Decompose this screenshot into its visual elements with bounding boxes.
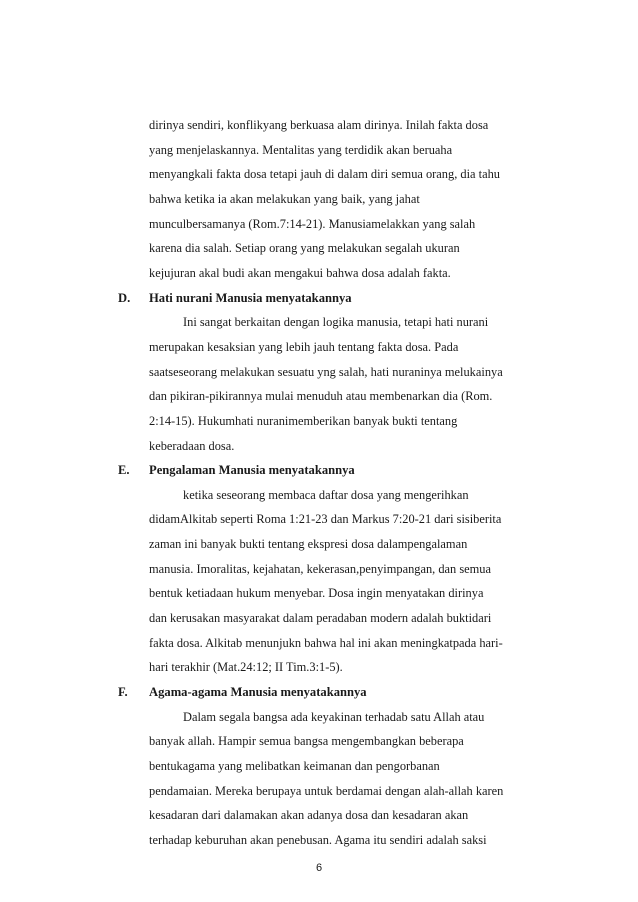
section-letter-d: D.	[118, 291, 131, 305]
intro-line-7: kejujuran akal budi akan mengakui bahwa dosa adalah fakta.	[149, 266, 451, 280]
section-d-line-5: 2:14-15). Hukumhati nuranimemberikan banyak bukti tentang	[149, 414, 458, 428]
section-f-line-5: kesadaran dari dalamakan akan adanya dosa dan kesadaran akan	[149, 808, 469, 822]
section-d-line-2: merupakan kesaksian yang lebih jauh tentang fakta dosa. Pada	[149, 340, 459, 354]
intro-line-3: menyangkali fakta dosa tetapi jauh di dalam diri semua orang, dia tahu	[149, 167, 500, 181]
section-e-line-4: manusia. Imoralitas, kejahatan, kekerasan,penyimpangan, dan semua	[149, 562, 491, 576]
section-d-line-4: dan pikiran-pikirannya mulai menuduh atau membenarkan dia (Rom.	[149, 389, 493, 403]
section-e-line-8: hari terakhir (Mat.24:12; II Tim.3:1-5).	[149, 660, 343, 674]
intro-line-5: munculbersamanya (Rom.7:14-21). Manusiamelakkan yang salah	[149, 217, 476, 231]
section-f-line-6: terhadap keburuhan akan penebusan. Agama itu sendiri adalah saksi	[149, 833, 487, 847]
intro-line-2: yang menjelaskannya. Mentalitas yang terdidik akan beruaha	[149, 143, 453, 157]
section-d-line-6: keberadaan dosa.	[149, 439, 235, 453]
section-title-e: Pengalaman Manusia menyatakannya	[149, 463, 355, 477]
section-f-line-4: pendamaian. Mereka berupaya untuk berdamai dengan alah-allah karen	[149, 784, 504, 798]
section-e-line-1: ketika seseorang membaca daftar dosa yang mengerihkan	[183, 488, 469, 502]
section-title-f: Agama-agama Manusia menyatakannya	[149, 685, 367, 699]
section-d-line-1: Ini sangat berkaitan dengan logika manusia, tetapi hati nurani	[183, 315, 489, 329]
section-letter-e: E.	[118, 463, 130, 477]
intro-line-6: karena dia salah. Setiap orang yang melakukan segalah ukuran	[149, 241, 460, 255]
section-e-line-3: zaman ini banyak bukti tentang ekspresi dosa dalampengalaman	[149, 537, 468, 551]
section-heading-e	[118, 464, 355, 477]
section-e-line-2: didamAlkitab seperti Roma 1:21-23 dan Markus 7:20-21 dari sisiberita	[149, 512, 502, 526]
section-heading-f	[118, 686, 367, 699]
section-heading-d	[118, 292, 352, 305]
section-letter-f: F.	[118, 685, 128, 699]
section-d-line-3: saatseseorang melakukan sesuatu yng salah, hati nuraninya melukainya	[149, 365, 503, 379]
section-f-line-2: banyak allah. Hampir semua bangsa mengembangkan beberapa	[149, 734, 464, 748]
section-f-line-1: Dalam segala bangsa ada keyakinan terhadab satu Allah atau	[183, 710, 485, 724]
section-title-d: Hati nurani Manusia menyatakannya	[149, 291, 352, 305]
page-number: 6	[315, 862, 323, 874]
intro-line-1: dirinya sendiri, konflikyang berkuasa alam dirinya. Inilah fakta dosa	[149, 118, 489, 132]
section-f-line-3: bentukagama yang melibatkan keimanan dan pengorbanan	[149, 759, 440, 773]
intro-line-4: bahwa ketika ia akan melakukan yang baik, yang jahat	[149, 192, 420, 206]
section-e-line-7: fakta dosa. Alkitab menunjukn bahwa hal ini akan meningkatpada hari-	[149, 636, 503, 650]
section-e-line-6: dan kerusakan masyarakat dalam peradaban modern adalah buktidari	[149, 611, 492, 625]
section-e-line-5: bentuk ketiadaan hukum menyebar. Dosa ingin menyatakan dirinya	[149, 586, 484, 600]
